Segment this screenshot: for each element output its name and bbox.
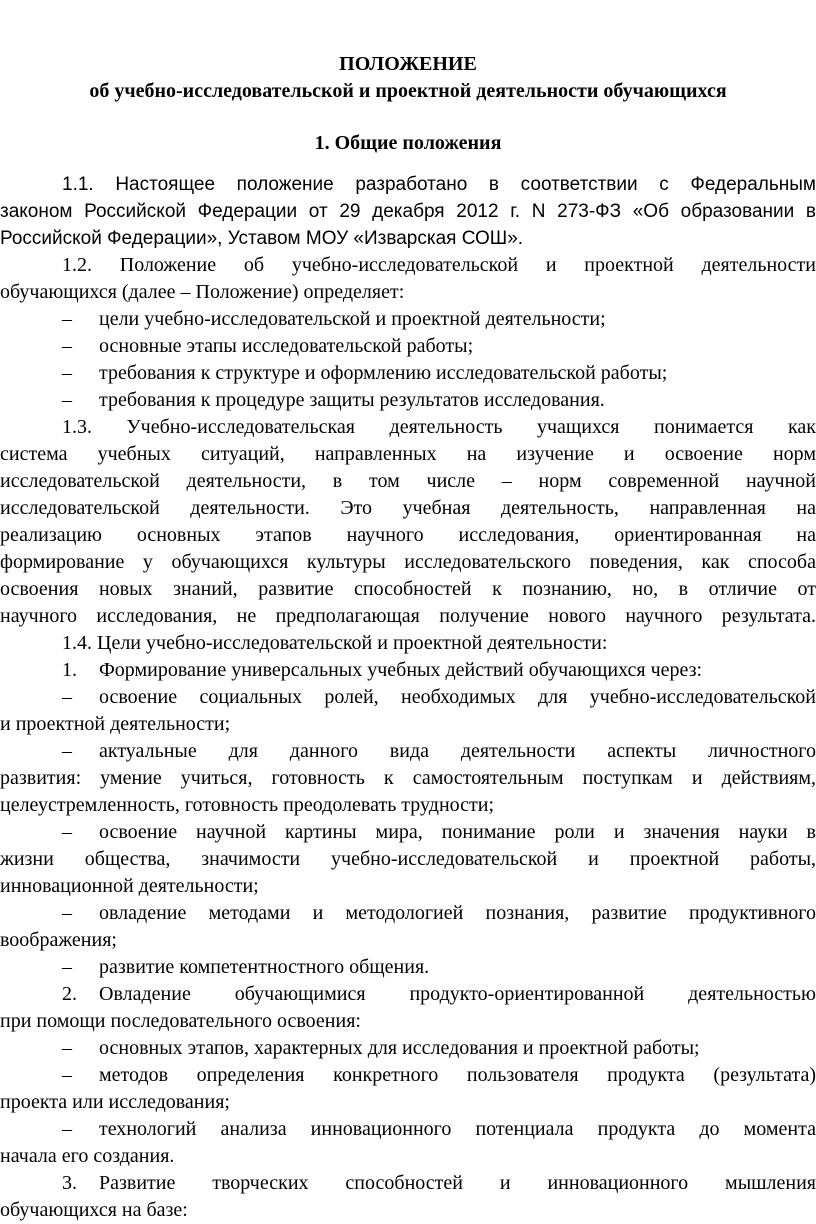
item-number: 2. xyxy=(62,983,77,1005)
paragraph-line: реализацию основных этапов научного исследования, ориентированная на xyxy=(0,524,816,546)
dash-bullet: – xyxy=(62,362,72,384)
numbered-item-text: Развитие творческих способностей и инновационного мышления xyxy=(99,1172,816,1194)
list-product xyxy=(0,1035,816,1170)
list-item xyxy=(0,1035,816,1062)
list-item xyxy=(0,387,816,414)
numbered-item-line: обучающихся на базе: xyxy=(0,1199,188,1221)
numbered-item-2 xyxy=(0,981,816,1035)
list-item-text: актуальные для данного вида деятельности аспекты личностного xyxy=(99,740,816,762)
list-item xyxy=(0,900,816,954)
list-uud xyxy=(0,684,816,981)
list-item-line xyxy=(0,900,816,927)
paragraph-line: исследовательской деятельности. Это учебная деятельность, направленная на xyxy=(0,497,816,519)
list-item-text: технологий анализа инновационного потенциала продукта до момента xyxy=(99,1118,816,1140)
list-item xyxy=(0,1116,816,1170)
paragraph-line: научного исследования, не предполагающая получение нового научного результата. xyxy=(0,605,816,627)
numbered-item-line xyxy=(0,1170,816,1197)
paragraph-line: формирование у обучающихся культуры исследовательского поведения, как способа xyxy=(0,551,816,573)
list-item-line xyxy=(0,1035,816,1062)
paragraph-line: 1.2. Положение об учебно-исследовательской и проектной деятельности xyxy=(62,254,816,276)
list-item xyxy=(0,738,816,819)
list-defines xyxy=(0,306,816,414)
list-item-line xyxy=(0,1116,816,1143)
list-item xyxy=(0,1062,816,1116)
list-item-text: освоение научной картины мира, понимание роли и значения науки в xyxy=(99,821,816,843)
list-item-line xyxy=(0,819,816,846)
list-item-text: развитие компетентностного общения. xyxy=(99,956,430,978)
paragraph-1-1 xyxy=(0,171,816,252)
dash-bullet: – xyxy=(62,821,72,843)
dash-bullet: – xyxy=(62,1064,72,1086)
list-item-text: овладение методами и методологией познания, развитие продуктивного xyxy=(99,902,816,924)
numbered-item-1 xyxy=(0,657,816,684)
list-item-line: целеустремленность, готовность преодолевать трудности; xyxy=(0,794,495,816)
section-heading: 1. Общие положения xyxy=(314,132,502,154)
numbered-item-text: Формирование универсальных учебных действий обучающихся через: xyxy=(99,659,703,681)
list-item-line: начала его создания. xyxy=(0,1145,175,1167)
list-item-line: проекта или исследования; xyxy=(0,1091,230,1113)
document-subtitle: об учебно-исследовательской и проектной деятельности обучающихся xyxy=(89,80,727,102)
list-item-line: развития: умение учиться, готовность к самостоятельным поступкам и действиям, xyxy=(0,767,816,789)
list-item xyxy=(0,954,816,981)
list-item-text: требования к структуре и оформлению исследовательской работы; xyxy=(99,362,668,384)
dash-bullet: – xyxy=(62,740,72,762)
item-number: 1. xyxy=(62,659,77,681)
list-item-text: освоение социальных ролей, необходимых для учебно-исследовательской xyxy=(99,686,816,708)
list-item-text: цели учебно-исследовательской и проектной деятельности; xyxy=(99,308,606,330)
list-item-line xyxy=(0,954,816,981)
document-title: ПОЛОЖЕНИЕ xyxy=(339,53,477,75)
list-item-line xyxy=(0,684,816,711)
paragraph-line: 1.3. Учебно-исследовательская деятельность учащихся понимается как xyxy=(62,416,816,438)
list-item-line xyxy=(0,738,816,765)
dash-bullet: – xyxy=(62,686,72,708)
paragraph-1-2 xyxy=(0,252,816,306)
list-item xyxy=(0,684,816,738)
numbered-item-line xyxy=(0,981,816,1008)
paragraph-line: законом Российской Федерации от 29 декабря 2012 г. N 273-ФЗ «Об образовании в xyxy=(0,201,816,222)
dash-bullet: – xyxy=(62,956,72,978)
paragraph-line: исследовательской деятельности, в том числе – норм современной научной xyxy=(0,470,816,492)
list-item-text: основные этапы исследовательской работы; xyxy=(99,335,474,357)
dash-bullet: – xyxy=(62,1118,72,1140)
item-number: 3. xyxy=(62,1172,77,1194)
dash-bullet: – xyxy=(62,308,72,330)
list-item xyxy=(0,333,816,360)
list-item-text: методов определения конкретного пользователя продукта (результата) xyxy=(99,1064,816,1086)
list-item-line xyxy=(0,1062,816,1089)
numbered-item-line: при помощи последовательного освоения: xyxy=(0,1010,361,1032)
paragraph-line: система учебных ситуаций, направленных на изучение и освоение норм xyxy=(0,443,816,465)
dash-bullet: – xyxy=(62,335,72,357)
dash-bullet: – xyxy=(62,902,72,924)
list-item-text: основных этапов, характерных для исследования и проектной работы; xyxy=(99,1037,700,1059)
list-item xyxy=(0,306,816,333)
list-item-text: требования к процедуре защиты результатов исследования. xyxy=(99,389,605,411)
numbered-item-text: Овладение обучающимися продукто-ориентированной деятельностью xyxy=(99,983,816,1005)
list-item xyxy=(0,360,816,387)
paragraph-line: 1.1. Настоящее положение разработано в соответствии с Федеральным xyxy=(62,174,816,195)
list-item-line: и проектной деятельности; xyxy=(0,713,231,735)
list-item-line: инновационной деятельности; xyxy=(0,875,259,897)
paragraph-1-4: 1.4. Цели учебно-исследовательской и проектной деятельности: xyxy=(62,632,608,654)
dash-bullet: – xyxy=(62,389,72,411)
dash-bullet: – xyxy=(62,1037,72,1059)
document-body xyxy=(0,171,816,1224)
list-item xyxy=(0,819,816,900)
paragraph-1-3 xyxy=(0,414,816,630)
paragraph-line: Российской Федерации», Уставом МОУ «Изварская СОШ». xyxy=(0,228,524,249)
list-item-line: воображения; xyxy=(0,929,117,951)
paragraph-line: обучающихся (далее – Положение) определяет: xyxy=(0,281,405,303)
numbered-item-3 xyxy=(0,1170,816,1224)
paragraph-line: освоения новых знаний, развитие способностей к познанию, но, в отличие от xyxy=(0,578,816,600)
list-item-line: жизни общества, значимости учебно-исследовательской и проектной работы, xyxy=(0,848,816,870)
